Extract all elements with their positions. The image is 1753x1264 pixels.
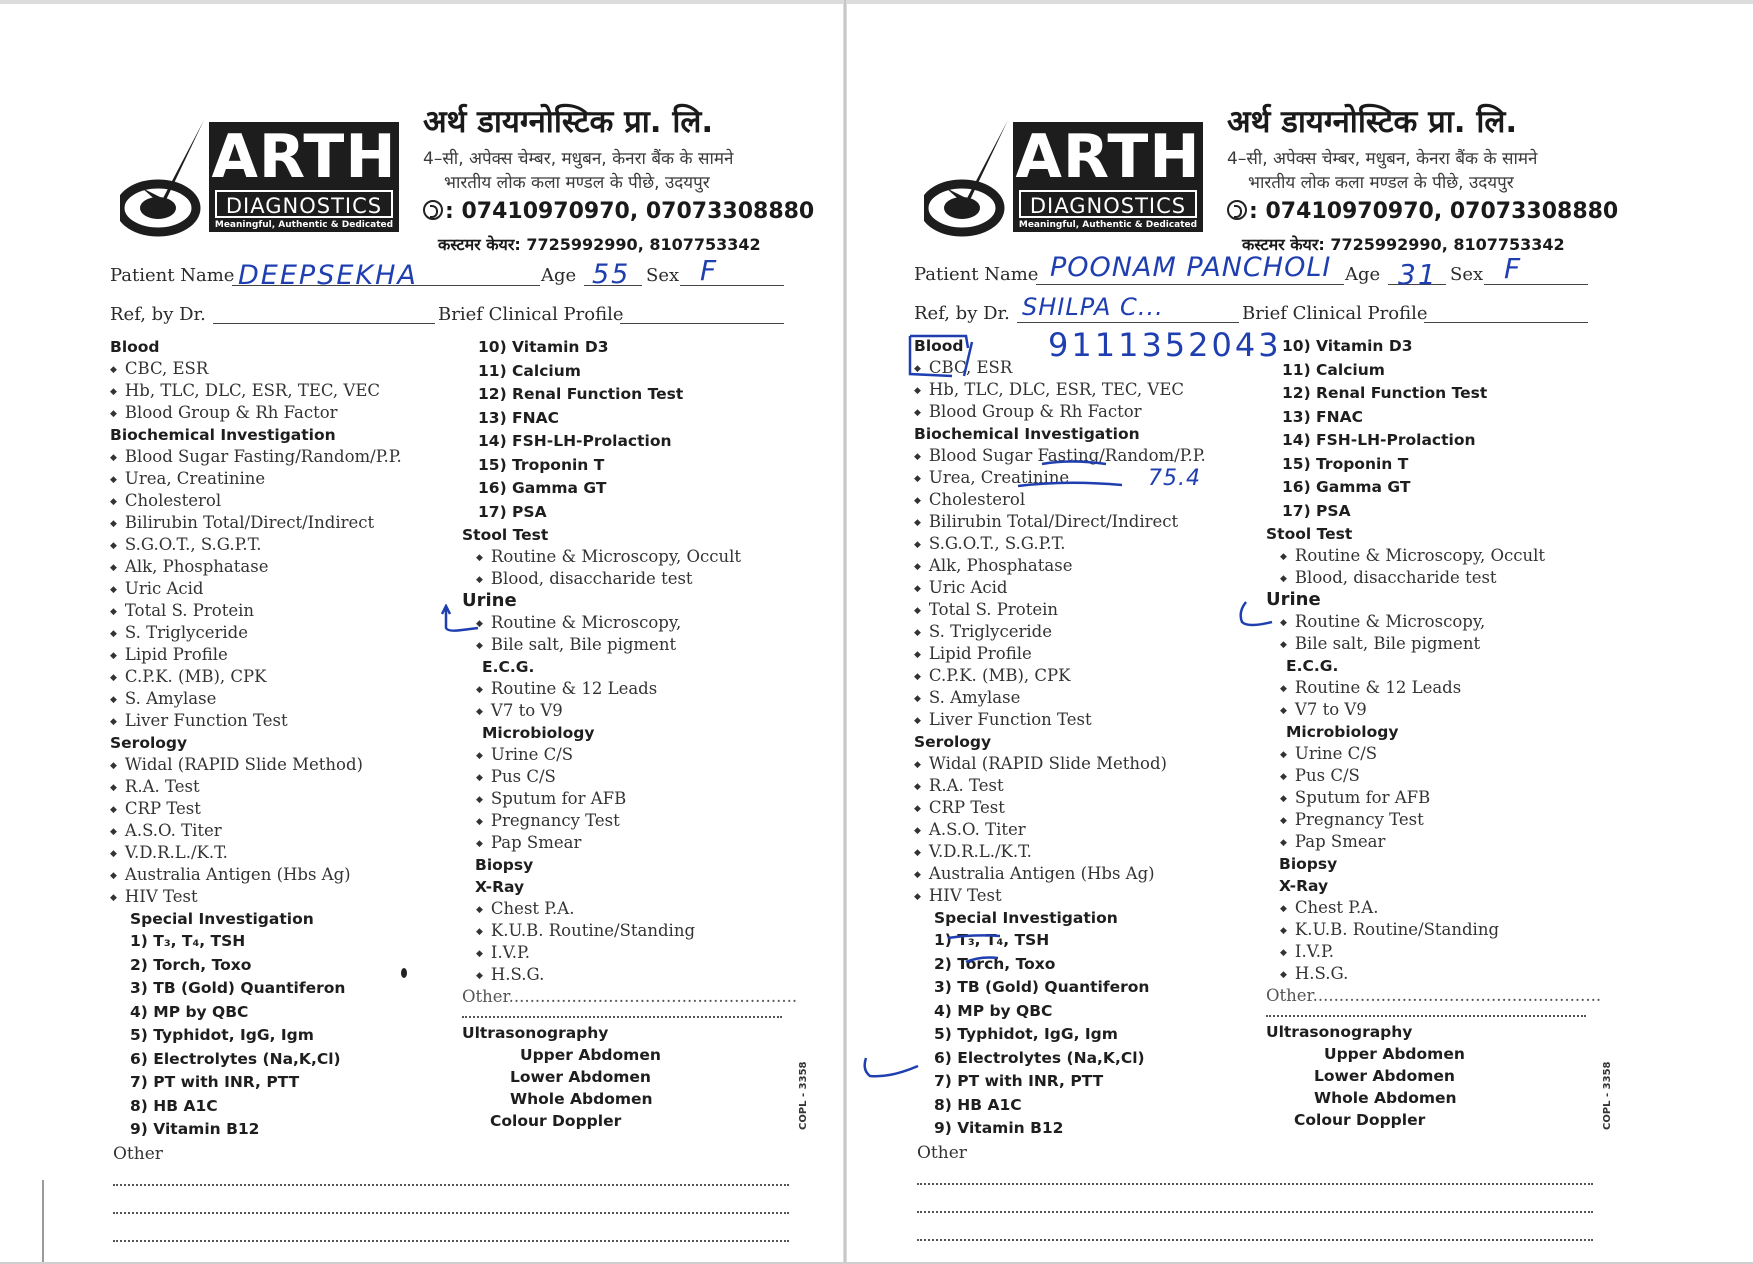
sex-handwritten: F (700, 254, 719, 287)
dotted-line-2 (113, 1212, 789, 1214)
section-blood: Blood (110, 338, 160, 356)
test-protein: ◆ Total S. Protein (110, 600, 402, 622)
test-australia: ◆ Australia Antigen (Hbs Ag) (110, 864, 402, 886)
brief-profile-label: Brief Clinical Profile (1242, 303, 1428, 324)
test-chest-pa: ◆ Chest P.A. (1266, 897, 1601, 919)
ink-dot-icon (399, 966, 409, 980)
test-sputum: ◆ Sputum for AFB (1266, 787, 1601, 809)
test-mp: 4) MP by QBC (130, 1002, 249, 1021)
test-urine-routine: ◆ Routine & Microscopy, (462, 612, 797, 634)
section-special: Special Investigation (130, 910, 314, 928)
section-biochemical: Biochemical Investigation (914, 425, 1140, 443)
lab-name-hindi: अर्थ डायग्नोस्टिक प्रा. लि. (1227, 104, 1518, 140)
test-ggt: 16) Gamma GT (1282, 478, 1411, 496)
test-cbc: ◆ CBC, ESR (110, 358, 402, 380)
requisition-form-right (864, 0, 1654, 1264)
test-bilirubin: ◆ Bilirubin Total/Direct/Indirect (110, 512, 402, 534)
section-biopsy: Biopsy (475, 856, 534, 874)
sex-handwritten: F (1504, 252, 1523, 285)
customer-care-numbers: 7725992990, 8107753342 (526, 235, 761, 254)
test-uric: ◆ Uric Acid (110, 578, 402, 600)
test-electrolytes: 6) Electrolytes (Na,K,Cl) (934, 1048, 1145, 1067)
test-vdrl: ◆ V.D.R.L./K.T. (914, 841, 1206, 863)
other-label: Other (113, 1144, 163, 1164)
test-aso: ◆ A.S.O. Titer (110, 820, 402, 842)
test-cholesterol: ◆ Cholesterol (914, 489, 1206, 511)
section-xray: X-Ray (1279, 877, 1329, 895)
test-amylase: ◆ S. Amylase (914, 687, 1206, 709)
test-stool-routine: ◆ Routine & Microscopy, Occult (462, 546, 797, 568)
test-pregnancy: ◆ Pregnancy Test (462, 810, 797, 832)
urine-check-mark-icon (1236, 598, 1276, 628)
test-blood-sugar: ◆ Blood Sugar Fasting/Random/P.P. (110, 446, 402, 468)
test-usg-doppler: Colour Doppler (490, 1112, 622, 1130)
spacer (462, 1008, 797, 1022)
test-kub: ◆ K.U.B. Routine/Standing (1266, 919, 1601, 941)
test-cpk: ◆ C.P.K. (MB), CPK (110, 666, 402, 688)
handwritten-value-note: 75.4 (1148, 466, 1201, 491)
test-protein: ◆ Total S. Protein (914, 599, 1206, 621)
test-stool-routine: ◆ Routine & Microscopy, Occult (1266, 545, 1601, 567)
test-hiv: ◆ HIV Test (914, 885, 1206, 907)
test-ivp: ◆ I.V.P. (1266, 941, 1601, 963)
test-alk: ◆ Alk, Phosphatase (110, 556, 402, 578)
age-handwritten: 31 (1398, 258, 1438, 291)
test-psa: 17) PSA (478, 502, 547, 521)
test-sputum: ◆ Sputum for AFB (462, 788, 797, 810)
logo-arth: ARTH (211, 122, 397, 192)
test-lft: ◆ Liver Function Test (110, 710, 402, 732)
test-usg-upper: Upper Abdomen (1324, 1045, 1465, 1063)
print-code: COPL - 3358 (798, 1061, 809, 1130)
test-amylase: ◆ S. Amylase (110, 688, 402, 710)
patient-name-line (1036, 284, 1344, 285)
test-blood-group: ◆ Blood Group & Rh Factor (914, 401, 1206, 423)
sex-line (1484, 284, 1588, 285)
page-edge-mark (42, 1180, 44, 1264)
test-uric: ◆ Uric Acid (914, 577, 1206, 599)
fasting-underline-icon (1040, 456, 1110, 472)
age-handwritten: 55 (592, 259, 631, 290)
test-crp: ◆ CRP Test (914, 797, 1206, 819)
logo-tagline: Meaningful, Authentic & Dedicated (1018, 220, 1198, 230)
test-fnac: 13) FNAC (478, 408, 559, 427)
test-torch: 2) Torch, Toxo (130, 955, 252, 974)
test-mp: 4) MP by QBC (934, 1001, 1053, 1020)
test-bile: ◆ Bile salt, Bile pigment (462, 634, 797, 656)
test-ecg-routine: ◆ Routine & 12 Leads (1266, 677, 1601, 699)
test-ivp: ◆ I.V.P. (462, 942, 797, 964)
test-pap: ◆ Pap Smear (1266, 831, 1601, 853)
customer-care-label: कस्टमर केयर: (1242, 235, 1325, 254)
dotted-line-3 (917, 1239, 1593, 1241)
section-blood: Blood (914, 337, 964, 355)
other-dots-line: Other....................................................... (462, 987, 798, 1006)
sex-label: Sex (646, 265, 680, 286)
brief-profile-line (620, 323, 784, 324)
tsh-underline-icon (946, 928, 1002, 968)
section-usg: Ultrasonography (462, 1024, 609, 1042)
test-sgot: ◆ S.G.O.T., S.G.P.T. (914, 533, 1206, 555)
patient-name-handwritten: POONAM PANCHOLI (1050, 252, 1332, 283)
test-urea: ◆ Urea, Creatinine (914, 467, 1206, 489)
test-cpk: ◆ C.P.K. (MB), CPK (914, 665, 1206, 687)
customer-care-label: कस्टमर केयर: (438, 235, 521, 254)
test-fsh: 14) FSH-LH-Prolaction (1282, 431, 1476, 449)
test-cbc: ◆ CBC, ESR (914, 357, 1206, 379)
brief-profile-label: Brief Clinical Profile (438, 304, 624, 325)
test-lft: ◆ Liver Function Test (914, 709, 1206, 731)
test-usg-whole: Whole Abdomen (1314, 1089, 1457, 1107)
test-hiv: ◆ HIV Test (110, 886, 402, 908)
sex-label: Sex (1450, 264, 1484, 285)
test-electrolytes: 6) Electrolytes (Na,K,Cl) (130, 1049, 341, 1068)
ref-by-line (213, 323, 435, 324)
test-v7v9: ◆ V7 to V9 (1266, 699, 1601, 721)
test-lipid: ◆ Lipid Profile (914, 643, 1206, 665)
test-usg-upper: Upper Abdomen (520, 1046, 661, 1064)
test-pap: ◆ Pap Smear (462, 832, 797, 854)
section-serology: Serology (914, 733, 992, 751)
ref-by-label: Ref, by Dr. (110, 304, 206, 325)
section-usg: Ultrasonography (1266, 1023, 1413, 1041)
print-code: COPL - 3358 (1602, 1061, 1613, 1130)
test-t3t4: 1) T₃, T₄, TSH (130, 932, 246, 950)
age-label: Age (541, 265, 577, 286)
patient-name-handwritten: DEEPSEKHA (238, 260, 418, 291)
pt-inr-check-mark-icon (862, 1056, 922, 1080)
test-vitb12: 9) Vitamin B12 (130, 1120, 260, 1138)
test-fsh: 14) FSH-LH-Prolaction (478, 432, 672, 450)
age-label: Age (1345, 264, 1381, 285)
test-hb: ◆ Hb, TLC, DLC, ESR, TEC, VEC (914, 379, 1206, 401)
test-usg-lower: Lower Abdomen (510, 1068, 651, 1086)
test-pus-cs: ◆ Pus C/S (462, 766, 797, 788)
other-dots-line-2 (462, 1016, 782, 1018)
section-special: Special Investigation (934, 909, 1118, 927)
ref-by-label: Ref, by Dr. (914, 303, 1010, 324)
urine-check-mark-icon (440, 604, 480, 634)
test-pt-inr: 7) PT with INR, PTT (130, 1073, 300, 1091)
section-xray: X-Ray (475, 878, 525, 896)
phone-icon (423, 200, 443, 220)
test-troponin: 15) Troponin T (1282, 454, 1409, 473)
test-urine-cs: ◆ Urine C/S (462, 744, 797, 766)
phone-numbers: : 07410970970, 07073308880 (1249, 199, 1619, 224)
test-ra: ◆ R.A. Test (914, 775, 1206, 797)
test-lipid: ◆ Lipid Profile (110, 644, 402, 666)
customer-care-row (438, 233, 761, 255)
test-stool-blood: ◆ Blood, disaccharide test (1266, 567, 1601, 589)
test-triglyceride: ◆ S. Triglyceride (110, 622, 402, 644)
test-rft: 12) Renal Function Test (1282, 384, 1488, 402)
section-urine: Urine (1266, 589, 1321, 610)
test-sgot: ◆ S.G.O.T., S.G.P.T. (110, 534, 402, 556)
other-dots-line-2 (1266, 1015, 1586, 1017)
test-urea: ◆ Urea, Creatinine (110, 468, 402, 490)
section-ecg: E.C.G. (482, 658, 535, 676)
test-cholesterol: ◆ Cholesterol (110, 490, 402, 512)
test-tb-gold: 3) TB (Gold) Quantiferon (130, 979, 346, 997)
address-line2: भारतीय लोक कला मण्डल के पीछे, उदयपुर (444, 173, 710, 193)
test-chest-pa: ◆ Chest P.A. (462, 898, 797, 920)
section-micro: Microbiology (1286, 723, 1399, 741)
test-kub: ◆ K.U.B. Routine/Standing (462, 920, 797, 942)
test-blood-sugar: ◆ Blood Sugar Fasting/Random/P.P. (914, 445, 1206, 467)
test-ra: ◆ R.A. Test (110, 776, 402, 798)
test-bile: ◆ Bile salt, Bile pigment (1266, 633, 1601, 655)
test-typhidot: 5) Typhidot, IgG, Igm (934, 1025, 1118, 1043)
handwritten-phone-note: 9111352043 (1048, 326, 1282, 364)
test-ecg-routine: ◆ Routine & 12 Leads (462, 678, 797, 700)
test-triglyceride: ◆ S. Triglyceride (914, 621, 1206, 643)
sex-line (680, 285, 784, 286)
creatinine-underline-icon (1016, 476, 1126, 492)
lab-name-hindi: अर्थ डायग्नोस्टिक प्रा. लि. (423, 104, 714, 140)
dotted-line-3 (113, 1240, 789, 1242)
test-vdrl: ◆ V.D.R.L./K.T. (110, 842, 402, 864)
test-urine-cs: ◆ Urine C/S (1266, 743, 1601, 765)
spacer (1266, 1007, 1601, 1021)
logo-diagnostics: DIAGNOSTICS (215, 190, 393, 218)
phone-icon (1227, 200, 1247, 220)
test-bilirubin: ◆ Bilirubin Total/Direct/Indirect (914, 511, 1206, 533)
test-calcium: 11) Calcium (1282, 360, 1385, 379)
test-torch: 2) Torch, Toxo (934, 954, 1056, 973)
phone-numbers: : 07410970970, 07073308880 (445, 199, 815, 224)
test-widal: ◆ Widal (RAPID Slide Method) (914, 753, 1206, 775)
customer-care-numbers: 7725992990, 8107753342 (1330, 235, 1565, 254)
test-pt-inr: 7) PT with INR, PTT (934, 1072, 1104, 1090)
section-stool: Stool Test (1266, 525, 1353, 543)
ref-by-handwritten: SHILPA C... (1022, 293, 1164, 321)
cbc-bracket-mark-icon (906, 332, 986, 380)
test-widal: ◆ Widal (RAPID Slide Method) (110, 754, 402, 776)
right-test-column (1266, 335, 1601, 1131)
test-rft: 12) Renal Function Test (478, 385, 684, 403)
test-psa: 17) PSA (1282, 501, 1351, 520)
section-micro: Microbiology (482, 724, 595, 742)
test-usg-lower: Lower Abdomen (1314, 1067, 1455, 1085)
test-alk: ◆ Alk, Phosphatase (914, 555, 1206, 577)
phone-row (423, 199, 814, 224)
test-stool-blood: ◆ Blood, disaccharide test (462, 568, 797, 590)
left-test-column (110, 336, 402, 1142)
section-stool: Stool Test (462, 526, 549, 544)
patient-name-label: Patient Name (110, 265, 235, 286)
test-ggt: 16) Gamma GT (478, 479, 607, 497)
address-line1: 4–सी, अपेक्स चेम्बर, मधुबन, केनरा बैंक के सामने (423, 149, 734, 169)
test-aso: ◆ A.S.O. Titer (914, 819, 1206, 841)
test-blood-group: ◆ Blood Group & Rh Factor (110, 402, 402, 424)
test-usg-whole: Whole Abdomen (510, 1090, 653, 1108)
section-urine: Urine (462, 590, 517, 611)
test-usg-doppler: Colour Doppler (1294, 1111, 1426, 1129)
test-hsg: ◆ H.S.G. (462, 964, 797, 986)
section-biochemical: Biochemical Investigation (110, 426, 336, 444)
test-hba1c: 8) HB A1C (130, 1096, 218, 1115)
test-vitb12: 9) Vitamin B12 (934, 1119, 1064, 1137)
requisition-form-left (60, 0, 850, 1264)
section-serology: Serology (110, 734, 188, 752)
brief-profile-line (1424, 322, 1588, 323)
patient-name-label: Patient Name (914, 264, 1039, 285)
logo-arth: ARTH (1015, 122, 1201, 192)
test-hb: ◆ Hb, TLC, DLC, ESR, TEC, VEC (110, 380, 402, 402)
other-label: Other (917, 1143, 967, 1163)
test-troponin: 15) Troponin T (478, 455, 605, 474)
logo-tagline: Meaningful, Authentic & Dedicated (214, 220, 394, 230)
test-pregnancy: ◆ Pregnancy Test (1266, 809, 1601, 831)
test-fnac: 13) FNAC (1282, 407, 1363, 426)
ref-by-line (1017, 322, 1239, 323)
section-ecg: E.C.G. (1286, 657, 1339, 675)
test-pus-cs: ◆ Pus C/S (1266, 765, 1601, 787)
test-crp: ◆ CRP Test (110, 798, 402, 820)
test-tb-gold: 3) TB (Gold) Quantiferon (934, 978, 1150, 996)
address-line2: भारतीय लोक कला मण्डल के पीछे, उदयपुर (1248, 173, 1514, 193)
phone-row (1227, 199, 1618, 224)
test-hsg: ◆ H.S.G. (1266, 963, 1601, 985)
section-biopsy: Biopsy (1279, 855, 1338, 873)
dotted-line-1 (113, 1184, 789, 1186)
test-vitd3: 10) Vitamin D3 (1282, 337, 1413, 355)
test-v7v9: ◆ V7 to V9 (462, 700, 797, 722)
logo-diagnostics: DIAGNOSTICS (1019, 190, 1197, 218)
test-urine-routine: ◆ Routine & Microscopy, (1266, 611, 1601, 633)
address-line1: 4–सी, अपेक्स चेम्बर, मधुबन, केनरा बैंक के सामने (1227, 149, 1538, 169)
test-hba1c: 8) HB A1C (934, 1095, 1022, 1114)
test-t3t4: 1) T₃, T₄, TSH (934, 931, 1050, 949)
other-dots-line: Other....................................................... (1266, 986, 1602, 1005)
test-typhidot: 5) Typhidot, IgG, Igm (130, 1026, 314, 1044)
test-australia: ◆ Australia Antigen (Hbs Ag) (914, 863, 1206, 885)
dotted-line-2 (917, 1211, 1593, 1213)
test-calcium: 11) Calcium (478, 361, 581, 380)
dotted-line-1 (917, 1183, 1593, 1185)
test-vitd3: 10) Vitamin D3 (478, 338, 609, 356)
right-test-column (462, 336, 797, 1132)
